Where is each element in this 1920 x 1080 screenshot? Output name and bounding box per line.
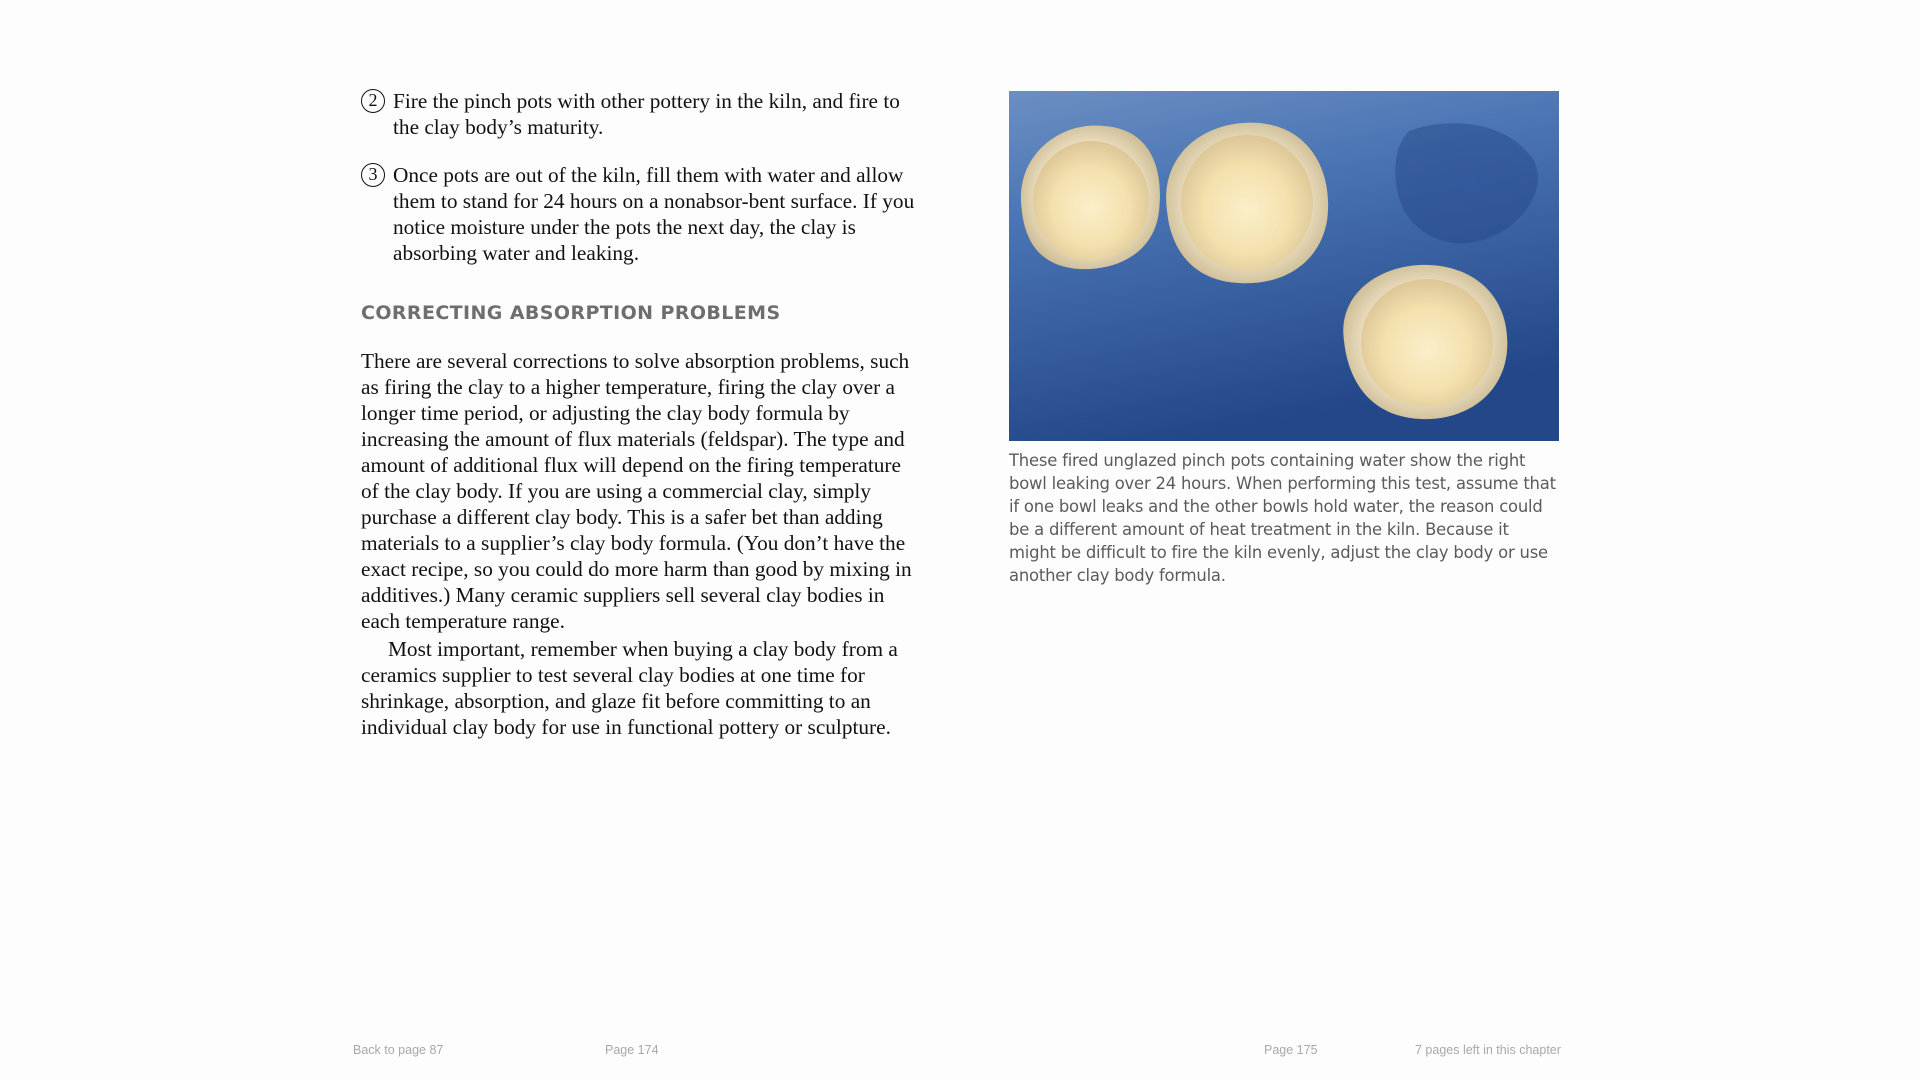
right-page-number: Page 175 bbox=[1264, 1043, 1318, 1057]
figure-caption: These fired unglazed pinch pots containing water show the right bowl leaking over 24 hours. When performing this test, assume that if one bowl leaks and the other bowls hold water, the reason could be a different amount of heat treatment in the kiln. Because it might be difficult to fire the kiln evenly, adjust the clay body or use another clay body formula. bbox=[1009, 451, 1556, 585]
step-3 bbox=[361, 162, 916, 266]
back-to-page-link[interactable]: Back to page 87 bbox=[353, 1043, 444, 1057]
section-heading: CORRECTING ABSORPTION PROBLEMS bbox=[361, 302, 781, 324]
step-text: Once pots are out of the kiln, fill them with water and allow them to stand for 24 hours on a nonabsor-bent surface. If you notice moisture under the pots the next day, the clay is absorbing water and leaking. bbox=[393, 163, 915, 265]
body-paragraph: There are several corrections to solve absorption problems, such as firing the clay to a higher temperature, firing the clay over a longer time period, or adjusting the clay body formula by increasing the amount of flux materials (feldspar). The type and amount of additional flux will depend on the firing temperature of the clay body. If you are using a commercial clay, simply purchase a different clay body. This is a safer bet than adding materials to a supplier’s clay body formula. (You don’t have the exact recipe, so you could do more harm than good by mixing in additives.) Many ceramic suppliers sell several clay bodies in each temperature range. bbox=[361, 349, 912, 633]
body-paragraph: Most important, remember when buying a clay body from a ceramics supplier to test several clay bodies at one time for shrinkage, absorption, and glaze fit before committing to an individual clay body for use in functional pottery or sculpture. bbox=[361, 637, 898, 739]
step-number-badge: 3 bbox=[361, 163, 385, 187]
pages-left-indicator: 7 pages left in this chapter bbox=[1415, 1043, 1561, 1057]
middle-bowl bbox=[1166, 123, 1328, 284]
left-page-number: Page 174 bbox=[605, 1043, 659, 1057]
right-bowl bbox=[1343, 265, 1507, 419]
step-2 bbox=[361, 88, 916, 140]
step-text: Fire the pinch pots with other pottery in the kiln, and fire to the clay body’s maturity. bbox=[393, 89, 900, 139]
left-page-text bbox=[361, 88, 916, 740]
step-number-badge: 2 bbox=[361, 89, 385, 113]
figure bbox=[1009, 91, 1559, 587]
pinch-pots-photo bbox=[1009, 91, 1559, 441]
